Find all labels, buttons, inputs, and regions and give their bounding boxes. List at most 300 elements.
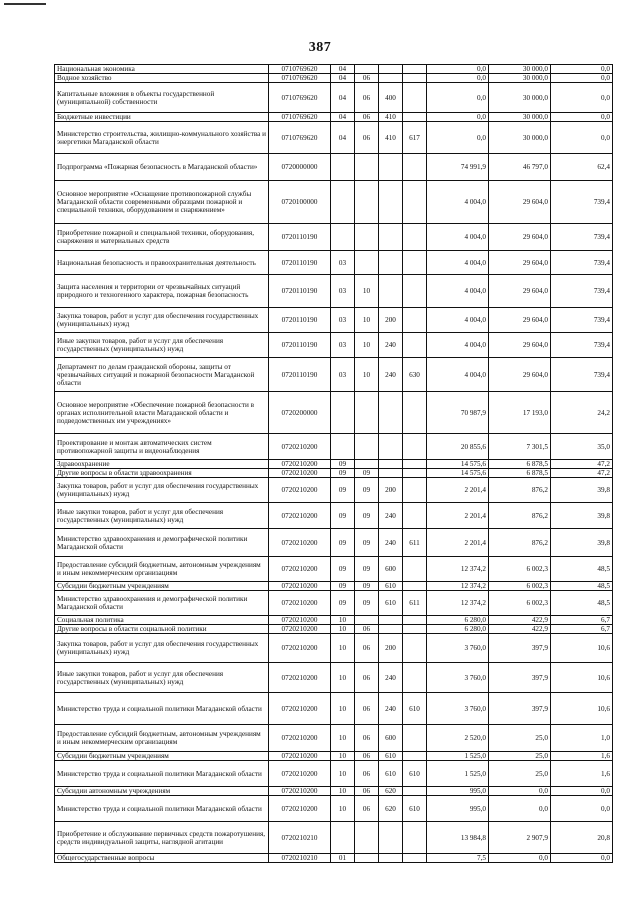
section-code-cell: 01 — [331, 854, 355, 863]
expense-type-cell: 240 — [379, 693, 403, 725]
subsection-code-cell — [355, 460, 379, 469]
target-code-cell: 0720210200 — [269, 557, 331, 582]
ministry-code-cell — [403, 582, 427, 591]
table-row — [55, 113, 613, 122]
amount-1-cell: 2 201,4 — [427, 503, 489, 529]
budget-table — [54, 64, 613, 863]
table-row — [55, 616, 613, 625]
ministry-code-cell: 611 — [403, 591, 427, 616]
table-row — [55, 122, 613, 154]
table-row — [55, 74, 613, 83]
row-name-cell: Министерство труда и социальной политики Магаданской области — [55, 693, 269, 725]
percent-cell: 20,8 — [551, 822, 613, 854]
percent-cell: 739,4 — [551, 181, 613, 224]
expense-type-cell — [379, 181, 403, 224]
percent-cell: 10,6 — [551, 693, 613, 725]
expense-type-cell — [379, 74, 403, 83]
section-code-cell — [331, 392, 355, 434]
target-code-cell: 0710769620 — [269, 122, 331, 154]
subsection-code-cell — [355, 181, 379, 224]
ministry-code-cell — [403, 333, 427, 358]
table-row — [55, 392, 613, 434]
subsection-code-cell: 10 — [355, 358, 379, 392]
target-code-cell: 0720210200 — [269, 478, 331, 503]
amount-2-cell: 30 000,0 — [489, 122, 551, 154]
row-name-cell: Проектирование и монтаж автоматических систем противопожарной защиты и видеонаблюдения — [55, 434, 269, 460]
section-code-cell: 10 — [331, 725, 355, 752]
section-code-cell: 04 — [331, 113, 355, 122]
target-code-cell: 0720210200 — [269, 752, 331, 761]
target-code-cell: 0720110190 — [269, 358, 331, 392]
percent-cell: 39,8 — [551, 478, 613, 503]
ministry-code-cell: 617 — [403, 122, 427, 154]
expense-type-cell: 410 — [379, 113, 403, 122]
table-row — [55, 854, 613, 863]
percent-cell: 47,2 — [551, 460, 613, 469]
expense-type-cell: 610 — [379, 752, 403, 761]
table-row — [55, 434, 613, 460]
percent-cell: 0,0 — [551, 113, 613, 122]
subsection-code-cell — [355, 822, 379, 854]
amount-2-cell: 30 000,0 — [489, 74, 551, 83]
subsection-code-cell: 06 — [355, 787, 379, 796]
amount-2-cell: 29 604,0 — [489, 333, 551, 358]
section-code-cell: 09 — [331, 557, 355, 582]
section-code-cell: 03 — [331, 275, 355, 308]
expense-type-cell: 240 — [379, 333, 403, 358]
table-row — [55, 725, 613, 752]
target-code-cell: 0720210200 — [269, 787, 331, 796]
subsection-code-cell: 09 — [355, 478, 379, 503]
expense-type-cell — [379, 625, 403, 634]
expense-type-cell — [379, 434, 403, 460]
amount-2-cell: 876,2 — [489, 478, 551, 503]
amount-1-cell: 0,0 — [427, 122, 489, 154]
table-row — [55, 582, 613, 591]
percent-cell: 739,4 — [551, 333, 613, 358]
row-name-cell: Департамент по делам гражданской обороны, защиты от чрезвычайных ситуаций и пожарной безопасности Магаданской области — [55, 358, 269, 392]
row-name-cell: Закупка товаров, работ и услуг для обеспечения государственных (муниципальных) нужд — [55, 634, 269, 663]
section-code-cell — [331, 181, 355, 224]
row-name-cell: Иные закупки товаров, работ и услуг для обеспечения государственных (муниципальных) нужд — [55, 663, 269, 693]
expense-type-cell: 200 — [379, 634, 403, 663]
row-name-cell: Субсидии автономным учреждениям — [55, 787, 269, 796]
target-code-cell: 0720110190 — [269, 251, 331, 275]
amount-1-cell: 14 575,6 — [427, 469, 489, 478]
section-code-cell: 09 — [331, 591, 355, 616]
section-code-cell: 09 — [331, 529, 355, 557]
target-code-cell: 0710769620 — [269, 65, 331, 74]
subsection-code-cell: 06 — [355, 122, 379, 154]
expense-type-cell — [379, 224, 403, 251]
target-code-cell: 0720210200 — [269, 616, 331, 625]
percent-cell: 0,0 — [551, 796, 613, 822]
section-code-cell: 10 — [331, 752, 355, 761]
amount-1-cell: 2 201,4 — [427, 478, 489, 503]
table-row — [55, 83, 613, 113]
percent-cell: 739,4 — [551, 308, 613, 333]
row-name-cell: Приобретение и обслуживание первичных средств пожаротушения, средств индивидуальной защиты, наглядной агитации — [55, 822, 269, 854]
section-code-cell: 03 — [331, 251, 355, 275]
amount-1-cell: 4 004,0 — [427, 181, 489, 224]
section-code-cell: 03 — [331, 358, 355, 392]
section-code-cell — [331, 434, 355, 460]
table-row — [55, 154, 613, 181]
ministry-code-cell: 611 — [403, 529, 427, 557]
ministry-code-cell — [403, 625, 427, 634]
row-name-cell: Министерство здравоохранения и демографической политики Магаданской области — [55, 529, 269, 557]
amount-2-cell: 422,9 — [489, 616, 551, 625]
table-row — [55, 460, 613, 469]
ministry-code-cell: 610 — [403, 693, 427, 725]
row-name-cell: Защита населения и территории от чрезвычайных ситуаций природного и техногенного характера, пожарная безопасность — [55, 275, 269, 308]
table-row — [55, 557, 613, 582]
expense-type-cell: 240 — [379, 503, 403, 529]
table-row — [55, 787, 613, 796]
amount-1-cell: 7,5 — [427, 854, 489, 863]
amount-1-cell: 70 987,9 — [427, 392, 489, 434]
ministry-code-cell — [403, 822, 427, 854]
target-code-cell: 0720100000 — [269, 181, 331, 224]
ministry-code-cell — [403, 725, 427, 752]
amount-2-cell: 17 193,0 — [489, 392, 551, 434]
subsection-code-cell — [355, 616, 379, 625]
table-row — [55, 761, 613, 787]
row-name-cell: Другие вопросы в области здравоохранения — [55, 469, 269, 478]
table-row — [55, 503, 613, 529]
percent-cell: 10,6 — [551, 663, 613, 693]
subsection-code-cell: 09 — [355, 557, 379, 582]
amount-2-cell: 6 002,3 — [489, 582, 551, 591]
ministry-code-cell — [403, 854, 427, 863]
table-row — [55, 752, 613, 761]
expense-type-cell: 600 — [379, 557, 403, 582]
percent-cell: 1,6 — [551, 761, 613, 787]
subsection-code-cell: 06 — [355, 693, 379, 725]
amount-2-cell: 29 604,0 — [489, 181, 551, 224]
section-code-cell: 04 — [331, 65, 355, 74]
ministry-code-cell — [403, 752, 427, 761]
ministry-code-cell — [403, 663, 427, 693]
section-code-cell: 10 — [331, 663, 355, 693]
amount-2-cell: 876,2 — [489, 529, 551, 557]
target-code-cell: 0710769620 — [269, 74, 331, 83]
expense-type-cell — [379, 854, 403, 863]
ministry-code-cell — [403, 557, 427, 582]
table-row — [55, 478, 613, 503]
amount-1-cell: 13 984,8 — [427, 822, 489, 854]
target-code-cell: 0720210200 — [269, 582, 331, 591]
ministry-code-cell — [403, 181, 427, 224]
amount-1-cell: 0,0 — [427, 74, 489, 83]
table-row — [55, 822, 613, 854]
table-row — [55, 634, 613, 663]
expense-type-cell: 240 — [379, 529, 403, 557]
amount-2-cell: 397,9 — [489, 693, 551, 725]
row-name-cell: Предоставление субсидий бюджетным, автономным учреждениям и иным некоммерческим организациям — [55, 557, 269, 582]
percent-cell: 35,0 — [551, 434, 613, 460]
row-name-cell: Предоставление субсидий бюджетным, автономным учреждениям и иным некоммерческим организациям — [55, 725, 269, 752]
ministry-code-cell — [403, 392, 427, 434]
ministry-code-cell — [403, 275, 427, 308]
amount-2-cell: 0,0 — [489, 787, 551, 796]
percent-cell: 6,7 — [551, 616, 613, 625]
amount-2-cell: 46 797,0 — [489, 154, 551, 181]
expense-type-cell — [379, 275, 403, 308]
amount-2-cell: 6 878,5 — [489, 460, 551, 469]
row-name-cell: Субсидии бюджетным учреждениям — [55, 752, 269, 761]
subsection-code-cell: 09 — [355, 591, 379, 616]
amount-2-cell: 397,9 — [489, 663, 551, 693]
target-code-cell: 0720210200 — [269, 434, 331, 460]
subsection-code-cell: 06 — [355, 625, 379, 634]
section-code-cell — [331, 154, 355, 181]
percent-cell: 6,7 — [551, 625, 613, 634]
expense-type-cell: 200 — [379, 478, 403, 503]
subsection-code-cell: 10 — [355, 275, 379, 308]
amount-1-cell: 3 760,0 — [427, 693, 489, 725]
section-code-cell: 04 — [331, 83, 355, 113]
row-name-cell: Иные закупки товаров, работ и услуг для обеспечения государственных (муниципальных) нужд — [55, 333, 269, 358]
percent-cell: 39,8 — [551, 529, 613, 557]
expense-type-cell — [379, 460, 403, 469]
amount-1-cell: 74 991,9 — [427, 154, 489, 181]
amount-1-cell: 0,0 — [427, 83, 489, 113]
subsection-code-cell: 09 — [355, 469, 379, 478]
target-code-cell: 0720210200 — [269, 663, 331, 693]
row-name-cell: Министерство труда и социальной политики Магаданской области — [55, 761, 269, 787]
percent-cell: 48,5 — [551, 591, 613, 616]
amount-2-cell: 422,9 — [489, 625, 551, 634]
amount-2-cell: 6 002,3 — [489, 557, 551, 582]
row-name-cell: Здравоохранение — [55, 460, 269, 469]
amount-1-cell: 6 280,0 — [427, 616, 489, 625]
amount-1-cell: 1 525,0 — [427, 752, 489, 761]
amount-2-cell: 25,0 — [489, 761, 551, 787]
ministry-code-cell — [403, 251, 427, 275]
amount-1-cell: 4 004,0 — [427, 358, 489, 392]
percent-cell: 48,5 — [551, 557, 613, 582]
amount-1-cell: 3 760,0 — [427, 634, 489, 663]
table-row — [55, 308, 613, 333]
amount-2-cell: 30 000,0 — [489, 83, 551, 113]
percent-cell: 0,0 — [551, 83, 613, 113]
amount-2-cell: 6 878,5 — [489, 469, 551, 478]
amount-2-cell: 25,0 — [489, 752, 551, 761]
target-code-cell: 0720110190 — [269, 333, 331, 358]
table-row — [55, 529, 613, 557]
target-code-cell: 0710769620 — [269, 113, 331, 122]
table-row — [55, 591, 613, 616]
subsection-code-cell: 06 — [355, 752, 379, 761]
target-code-cell: 0720210200 — [269, 634, 331, 663]
table-row — [55, 65, 613, 74]
percent-cell: 739,4 — [551, 251, 613, 275]
section-code-cell: 10 — [331, 625, 355, 634]
corner-mark — [4, 3, 46, 5]
ministry-code-cell — [403, 224, 427, 251]
amount-1-cell: 12 374,2 — [427, 557, 489, 582]
expense-type-cell: 620 — [379, 787, 403, 796]
section-code-cell: 09 — [331, 582, 355, 591]
target-code-cell: 0720110190 — [269, 308, 331, 333]
expense-type-cell: 610 — [379, 582, 403, 591]
target-code-cell: 0720210200 — [269, 469, 331, 478]
amount-1-cell: 12 374,2 — [427, 582, 489, 591]
ministry-code-cell — [403, 503, 427, 529]
amount-1-cell: 4 004,0 — [427, 308, 489, 333]
amount-2-cell: 25,0 — [489, 725, 551, 752]
amount-2-cell: 29 604,0 — [489, 251, 551, 275]
subsection-code-cell: 06 — [355, 663, 379, 693]
ministry-code-cell: 610 — [403, 796, 427, 822]
section-code-cell: 04 — [331, 122, 355, 154]
ministry-code-cell: 610 — [403, 761, 427, 787]
section-code-cell: 04 — [331, 74, 355, 83]
row-name-cell: Основное мероприятие «Оснащение противопожарной службы Магаданской области современными образцами пожарной и специальной техники, оборудованием и снаряжением» — [55, 181, 269, 224]
row-name-cell: Министерство труда и социальной политики Магаданской области — [55, 796, 269, 822]
table-row — [55, 625, 613, 634]
ministry-code-cell — [403, 469, 427, 478]
section-code-cell: 03 — [331, 333, 355, 358]
ministry-code-cell — [403, 478, 427, 503]
subsection-code-cell: 06 — [355, 725, 379, 752]
amount-1-cell: 4 004,0 — [427, 251, 489, 275]
amount-1-cell: 4 004,0 — [427, 333, 489, 358]
table-row — [55, 251, 613, 275]
subsection-code-cell — [355, 251, 379, 275]
amount-2-cell: 29 604,0 — [489, 275, 551, 308]
ministry-code-cell: 630 — [403, 358, 427, 392]
amount-2-cell: 29 604,0 — [489, 224, 551, 251]
target-code-cell: 0710769620 — [269, 83, 331, 113]
percent-cell: 47,2 — [551, 469, 613, 478]
subsection-code-cell: 10 — [355, 333, 379, 358]
table-row — [55, 796, 613, 822]
percent-cell: 1,0 — [551, 725, 613, 752]
subsection-code-cell: 09 — [355, 529, 379, 557]
amount-2-cell: 0,0 — [489, 796, 551, 822]
subsection-code-cell — [355, 65, 379, 74]
section-code-cell: 09 — [331, 503, 355, 529]
row-name-cell: Подпрограмма «Пожарная безопасность в Магаданской области» — [55, 154, 269, 181]
expense-type-cell: 620 — [379, 796, 403, 822]
row-name-cell: Министерство строительства, жилищно-коммунального хозяйства и энергетики Магаданской области — [55, 122, 269, 154]
row-name-cell: Водное хозяйство — [55, 74, 269, 83]
percent-cell: 0,0 — [551, 65, 613, 74]
target-code-cell: 0720000000 — [269, 154, 331, 181]
table-row — [55, 224, 613, 251]
section-code-cell: 10 — [331, 616, 355, 625]
table-row — [55, 181, 613, 224]
percent-cell: 62,4 — [551, 154, 613, 181]
row-name-cell: Социальная политика — [55, 616, 269, 625]
ministry-code-cell — [403, 154, 427, 181]
target-code-cell: 0720210200 — [269, 529, 331, 557]
row-name-cell: Общегосударственные вопросы — [55, 854, 269, 863]
target-code-cell: 0720210200 — [269, 761, 331, 787]
section-code-cell: 09 — [331, 469, 355, 478]
target-code-cell: 0720210200 — [269, 693, 331, 725]
percent-cell: 739,4 — [551, 358, 613, 392]
expense-type-cell: 600 — [379, 725, 403, 752]
subsection-code-cell: 06 — [355, 113, 379, 122]
amount-2-cell: 30 000,0 — [489, 113, 551, 122]
section-code-cell: 10 — [331, 693, 355, 725]
amount-1-cell: 995,0 — [427, 796, 489, 822]
amount-1-cell: 0,0 — [427, 113, 489, 122]
table-row — [55, 663, 613, 693]
table-row — [55, 693, 613, 725]
percent-cell: 48,5 — [551, 582, 613, 591]
target-code-cell: 0720210210 — [269, 822, 331, 854]
target-code-cell: 0720210200 — [269, 725, 331, 752]
amount-1-cell: 12 374,2 — [427, 591, 489, 616]
table-row — [55, 358, 613, 392]
amount-1-cell: 14 575,6 — [427, 460, 489, 469]
amount-1-cell: 995,0 — [427, 787, 489, 796]
section-code-cell — [331, 224, 355, 251]
ministry-code-cell — [403, 74, 427, 83]
percent-cell: 10,6 — [551, 634, 613, 663]
ministry-code-cell — [403, 113, 427, 122]
row-name-cell: Приобретение пожарной и специальной техники, оборудования, снаряжения и материальных средств — [55, 224, 269, 251]
section-code-cell: 03 — [331, 308, 355, 333]
target-code-cell: 0720110190 — [269, 275, 331, 308]
ministry-code-cell — [403, 83, 427, 113]
target-code-cell: 0720110190 — [269, 224, 331, 251]
amount-2-cell: 0,0 — [489, 854, 551, 863]
expense-type-cell: 610 — [379, 761, 403, 787]
section-code-cell: 09 — [331, 478, 355, 503]
amount-2-cell: 30 000,0 — [489, 65, 551, 74]
section-code-cell: 09 — [331, 460, 355, 469]
section-code-cell: 10 — [331, 787, 355, 796]
amount-1-cell: 2 201,4 — [427, 529, 489, 557]
percent-cell: 0,0 — [551, 122, 613, 154]
amount-1-cell: 3 760,0 — [427, 663, 489, 693]
row-name-cell: Национальная безопасность и правоохранительная деятельность — [55, 251, 269, 275]
row-name-cell: Бюджетные инвестиции — [55, 113, 269, 122]
expense-type-cell — [379, 392, 403, 434]
ministry-code-cell — [403, 634, 427, 663]
subsection-code-cell: 06 — [355, 83, 379, 113]
ministry-code-cell — [403, 616, 427, 625]
subsection-code-cell: 06 — [355, 761, 379, 787]
amount-2-cell: 29 604,0 — [489, 358, 551, 392]
amount-1-cell: 0,0 — [427, 65, 489, 74]
percent-cell: 24,2 — [551, 392, 613, 434]
target-code-cell: 0720200000 — [269, 392, 331, 434]
section-code-cell: 10 — [331, 796, 355, 822]
row-name-cell: Закупка товаров, работ и услуг для обеспечения государственных (муниципальных) нужд — [55, 308, 269, 333]
subsection-code-cell — [355, 854, 379, 863]
expense-type-cell: 410 — [379, 122, 403, 154]
expense-type-cell: 240 — [379, 358, 403, 392]
ministry-code-cell — [403, 65, 427, 74]
table-row — [55, 275, 613, 308]
ministry-code-cell — [403, 434, 427, 460]
percent-cell: 0,0 — [551, 854, 613, 863]
amount-1-cell: 2 520,0 — [427, 725, 489, 752]
amount-2-cell: 29 604,0 — [489, 308, 551, 333]
amount-1-cell: 1 525,0 — [427, 761, 489, 787]
amount-2-cell: 6 002,3 — [489, 591, 551, 616]
target-code-cell: 0720210200 — [269, 503, 331, 529]
amount-2-cell: 397,9 — [489, 634, 551, 663]
page-number: 387 — [308, 40, 332, 55]
expense-type-cell — [379, 616, 403, 625]
